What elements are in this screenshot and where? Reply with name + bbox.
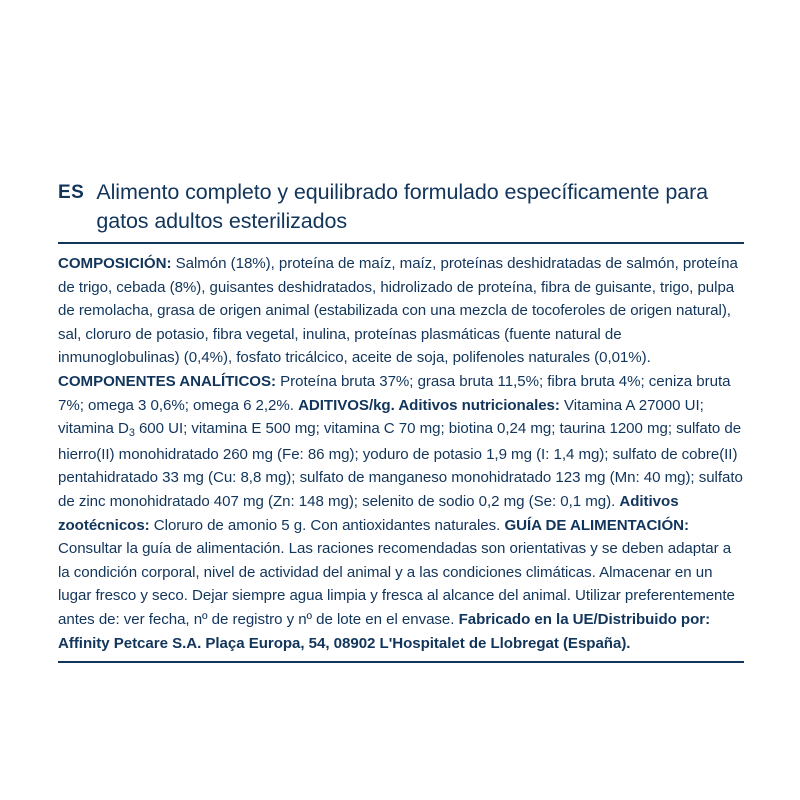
label-body bbox=[58, 252, 744, 655]
section-text-guia: Consultar la guía de alimentación. Las raciones recomendadas son orientativas y se deben adaptar a la condición corporal, nivel de actividad del animal y a las condiciones climáticas. Almacenar en un lugar fresco y seco. Dejar siempre agua limpia y fresca al alcance del animal. Utilizar preferentemente antes de: ver fecha, nº de registro y nº de lote en el envase. bbox=[58, 540, 735, 628]
section-heading-composicion: COMPOSICIÓN: bbox=[58, 255, 172, 272]
section-text-componentes: Proteína bruta 37%; grasa bruta 11,5%; fibra bruta 4%; ceniza bruta 7%; omega 3 0,6%; omega 6 2,2%. bbox=[58, 372, 731, 414]
section-heading-aditivos-nutricionales: ADITIVOS/kg. Aditivos nutricionales: bbox=[298, 396, 560, 414]
nutrition-label bbox=[58, 178, 744, 663]
subscript-3: 3 bbox=[128, 426, 135, 439]
top-divider bbox=[58, 242, 744, 244]
page-title: Alimento completo y equilibrado formulado específicamente para gatos adultos esterilizados bbox=[96, 180, 709, 233]
language-code: ES bbox=[58, 182, 85, 203]
section-heading-fabricante: Fabricado en la UE/Distribuido por: Affinity Petcare S.A. Plaça Europa, 54, 08902 L'Hospitalet de Llobregat (España). bbox=[58, 610, 711, 652]
section-text-aditivos-nutricionales: Vitamina A 27000 UI; vitamina $D_3$ 600 UI; vitamina E 500 mg; vitamina C 70 mg; biotina 0,24 mg; taurina 1200 mg; sulfato de hierro(II) monohidratado 260 mg (Fe: 86 mg); yoduro de potasio 1,9 mg (I: 1,4 mg); sulfato de cobre(II) pentahidratado 33 mg (Cu: 8,8 mg); sulfato de manganeso monohidratado 123 mg (Mn: 40 mg); sulfato de zinc monohidratado 407 mg (Zn: 148 mg); selenito de sodio 0,2 mg (Se: 0,1 mg). bbox=[58, 396, 743, 510]
section-heading-guia: GUÍA DE ALIMENTACIÓN: bbox=[504, 516, 689, 534]
label-header bbox=[58, 178, 744, 236]
section-text-aditivos-zootecnicos: Cloruro de amonio 5 g. Con antioxidantes naturales. bbox=[149, 516, 505, 534]
section-text-composicion: Salmón (18%), proteína de maíz, maíz, proteínas deshidratadas de salmón, proteína de trigo, cebada (8%), guisantes deshidratados, hidrolizado de proteína, fibra de guisante, trigo, pulpa de remolacha, grasa de origen animal (estabilizada con una mezcla de tocoferoles de origen natural), sal, cloruro de potasio, fibra vegetal, inulina, proteínas plasmáticas (fuente natural de inmunoglobulinas) (0,4%), fosfato tricálcico, aceite de soja, polifenoles naturales (0,01%). bbox=[58, 255, 738, 367]
section-heading-aditivos-zootecnicos: Aditivos zootécnicos: bbox=[58, 492, 679, 534]
bottom-divider bbox=[58, 661, 744, 663]
section-heading-componentes: COMPONENTES ANALÍTICOS: bbox=[58, 372, 276, 390]
